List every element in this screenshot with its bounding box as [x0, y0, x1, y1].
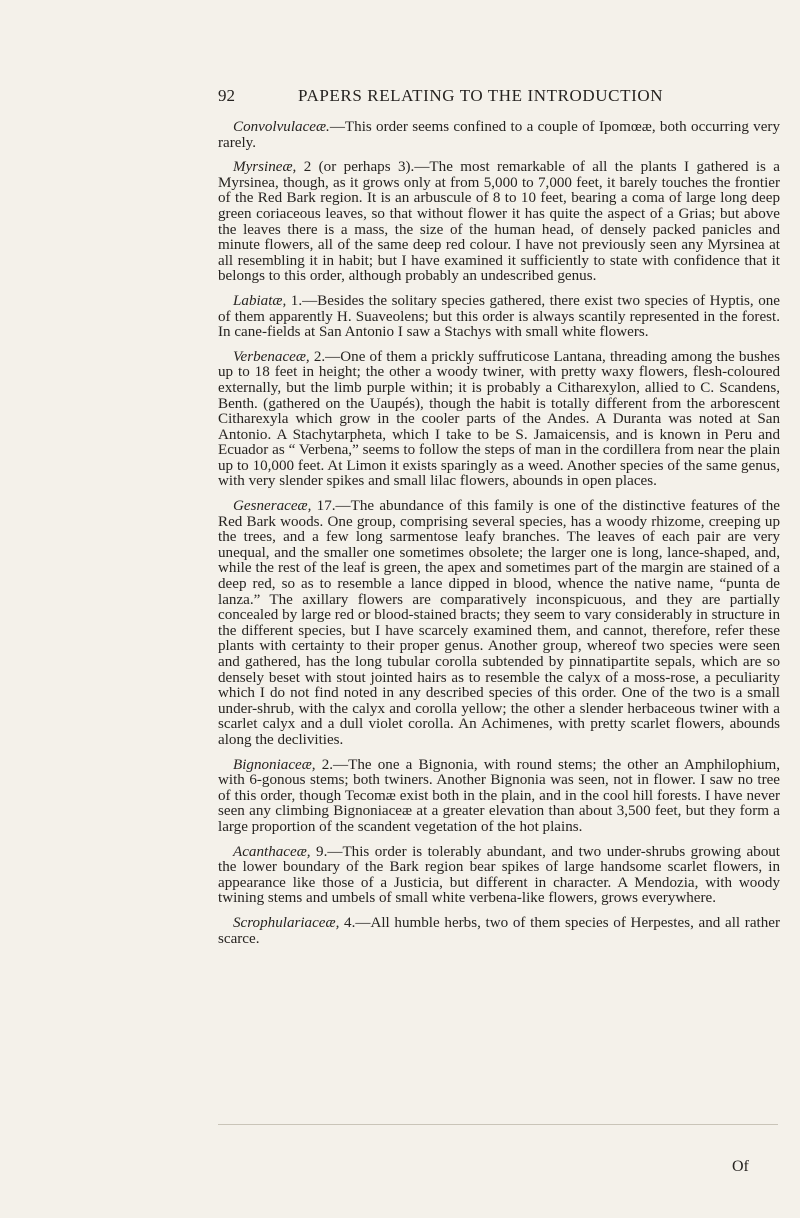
paragraph-lead: Convolvulaceæ. — [233, 119, 330, 135]
paragraph-text: —This order seems confined to a couple of Ipomœæ, both occurring very rarely. — [218, 119, 780, 151]
paragraph-verbenaceae — [218, 350, 780, 490]
catchword: Of — [732, 1158, 749, 1175]
paragraph-text: 2.—The one a Bignonia, with round stems; the other an Amphilophium, with 6-gonous stems; both twiners. Another Bignonia was seen, not in flower. I saw no tree of this order, though Tecomæ exist both in the plain, and in the cool hill forests. I have never seen any climbing Bignoniaceæ at a greater elevation than about 3,500 feet, but they form a large proportion of the scandent vegetation of the hot plains. — [218, 756, 780, 835]
running-title: PAPERS RELATING TO THE INTRODUCTION — [298, 86, 664, 105]
paragraph-lead: Gesneraceæ, — [233, 498, 312, 515]
paragraph-text: 17.—The abundance of this family is one of the distinctive features of the Red Bark woods. One group, comprising several species, has a woody rhizome, creeping up the trees, and a few long sarmentose leafy branches. The leaves of each pair are very unequal, and the smaller one sometimes obsolete; the larger one is long, lance-shaped, and, while the rest of the leaf is green, the apex and sometimes part of the margin are stained of a deep red, so as to resemble a lance dipped in blood, whence the native name, “punta de lanza.” The axillary flowers are comparatively inconspicuous, and they are partially concealed by large red or blood-stained bracts; they seem to vary considerably in structure in the different species, but I have scarcely examined them, and cannot, therefore, refer these plants with certainty to their proper genus. Another group, whereof two species were seen and gathered, has the long tubular corolla subtended by pinnatipartite sepals, which are so densely beset with stout jointed hairs as to resemble the calyx of a moss-rose, a peculiarity which I do not find noted in any described species of this order. One of the two is a small under-shrub, with the calyx and corolla yellow; the other a slender herbaceous twiner with a scarlet calyx and a dull violet corolla. An Achimenes, with pretty scarlet flowers, abounds along the declivities. — [218, 498, 780, 748]
paragraph-text: 2 (or perhaps 3).—The most remarkable of all the plants I gathered is a Myrsinea, though, as it grows only at from 5,000 to 7,000 feet, it barely touches the frontier of the Red Bark region. It is an arbuscule of 8 to 10 feet, bearing a coma of large long deep green coriaceous leaves, so that without flower it has quite the aspect of a Grias; but above the leaves there is a mass, the size of the human head, of densely packed panicles and minute flowers, all of the same deep red colour. I have not previously seen any Myrsinea at all resembling it in habit; but I have examined it sufficiently to state with confidence that it belongs to this order, although probably an undescribed genus. — [218, 159, 780, 285]
paragraph-text: 4.—All humble herbs, two of them species of Herpestes, and all rather scarce. — [218, 914, 780, 947]
paragraph-lead: Scrophulariaceæ, — [233, 914, 340, 931]
paragraph-myrsineae — [218, 160, 780, 285]
paragraph-bignoniaceae — [218, 758, 780, 836]
paragraph-lead: Bignoniaceæ, — [233, 756, 316, 773]
paragraph-text: 1.—Besides the solitary species gathered, there exist two species of Hyptis, one of them apparently H. Suaveolens; but this order is always scantily represented in the forest. In cane-fields at San Antonio I saw a Stachys with small white flowers. — [218, 292, 780, 341]
paragraph-acanthaceae — [218, 845, 780, 907]
paragraph-text: 9.—This order is tolerably abundant, and two under-shrubs growing about the lower boundary of the Bark region bear spikes of large handsome scarlet flowers, in appearance like those of a Justicia, but different in character. A Mendozia, with woody twining stems and umbels of small white verbena-like flowers, grows everywhere. — [218, 843, 780, 907]
footer-rule — [218, 1124, 778, 1125]
paragraph-text: 2.—One of them a prickly suffruticose Lantana, threading among the bushes up to 18 feet in height; the other a woody twiner, with pretty waxy flowers, flesh-coloured externally, but the limb purple within; it is probably a Citharexylon, allied to C. Scandens, Benth. (gathered on the Uaupés), though the habit is totally different from the arborescent Citharexyla which grow in the cooler parts of the Andes. A Duranta was noted at San Antonio. A Stachytarpheta, which I take to be S. Jamaicensis, and is known in Peru and Ecuador as “ Verbena,” seems to follow the steps of man in the cordillera from near the plain up to 10,000 feet. At Limon it exists sparingly as a weed. Another species of the same genus, with very slender spikes and small lilac flowers, abounds in open places. — [218, 348, 780, 490]
page-header — [218, 86, 778, 108]
page-number: 92 — [218, 86, 235, 105]
paragraph-lead: Myrsineæ, — [233, 159, 297, 176]
paragraph-gesneraceae — [218, 499, 780, 749]
body-text — [218, 120, 780, 956]
paragraph-convolvulaceae — [218, 120, 780, 151]
paragraph-lead: Labiatæ, — [233, 292, 287, 309]
paragraph-labiatae — [218, 294, 780, 341]
paragraph-lead: Acanthaceæ, — [233, 843, 311, 860]
paragraph-lead: Verbenaceæ, — [233, 348, 310, 365]
paragraph-scrophulariaceae — [218, 916, 780, 947]
